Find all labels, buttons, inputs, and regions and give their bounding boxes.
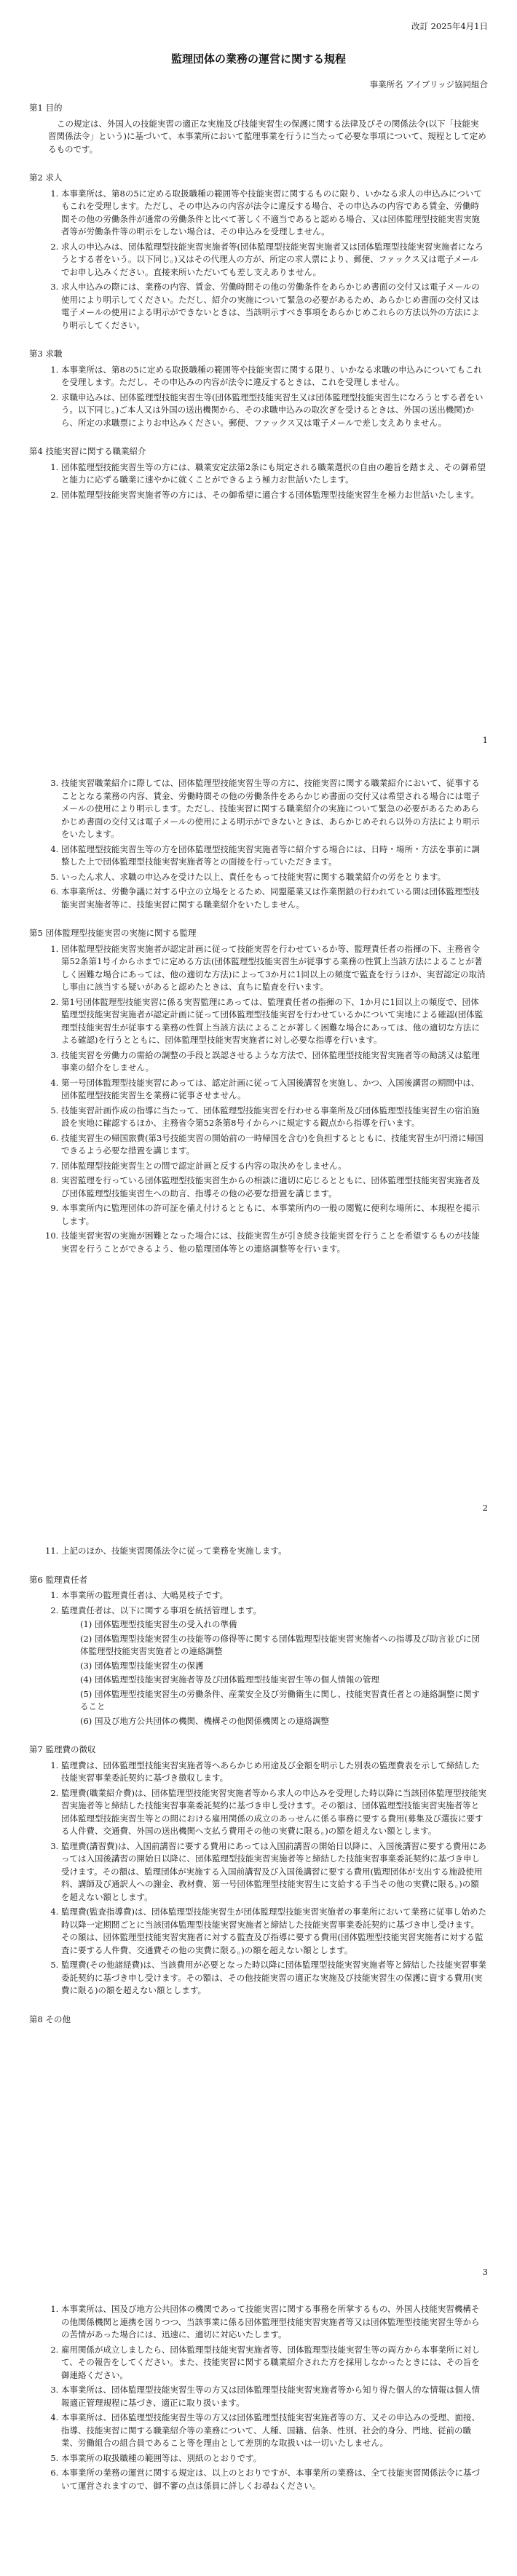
section-3-list — [29, 364, 486, 430]
page-number: 1 — [482, 735, 488, 745]
section-2-heading: 第2 求人 — [29, 172, 63, 183]
section-4-item: 2. 団体監理型技能実習実施者等の方には、その御希望に適合する団体監理型技能実習生を極力お世話いたします。 — [61, 489, 486, 502]
section-6-subitem: (4) 団体監理型技能実習実施者等及び団体監理型技能実習生等の個人情報の管理 — [80, 1674, 379, 1685]
section-4-item: 3. 技能実習職業紹介に際しては、団体監理型技能実習生等の方に、技能実習に関する職業紹介において、従事することとなる業務の内容、賃金、労働時間その他の労働条件をあらかじめ書面の交付又は希望される場合には電子メールの使用により明示します。ただし、技能実習に関する職業紹介の実施について緊急の必要があるためあらかじめ書面の交付又は電子メールの使用による明示ができないときは、あらかじめそれら以外の方法により明示をいたします。 — [61, 777, 486, 841]
document-title: 監理団体の業務の運営に関する規程 — [170, 52, 346, 65]
section-4-list-continued — [29, 777, 486, 911]
section-3-item: 1. 本事業所は、第8の5に定める取扱職種の範囲等や技能実習に関する限り、いかなる求職の申込みについてもこれを受理します。ただし、その申込みの内容が法令に違反するときは、これを受理しません。 — [61, 364, 486, 389]
section-5-list — [29, 943, 486, 1256]
section-4-heading: 第4 技能実習に関する職業紹介 — [29, 446, 146, 456]
section-4-list — [29, 461, 486, 502]
office-name: 事業所名 アイブリッジ協同組合 — [369, 79, 488, 90]
section-4-item: 1. 団体監理型技能実習生等の方には、職業安定法第2条にも規定される職業選択の自由の趣旨を踏まえ、その御希望と能力に応ずる職業に速やかに就くことができるよう極力お世話いたします。 — [61, 461, 486, 487]
section-5-heading: 第5 団体監理型技能実習の実施に関する監理 — [29, 928, 197, 938]
page-3-body — [29, 1545, 486, 2029]
revision-date: 改訂 2025年4月1日 — [411, 21, 488, 31]
section-4-item: 4. 団体監理型技能実習生等の方を団体監理型技能実習実施者等に紹介する場合には、日時・場所・方法を事前に調整した上で団体監理型技能実習実施者等との面接を行っていただきます。 — [61, 843, 486, 869]
page-1-body — [29, 102, 486, 504]
section-5-item: 4. 第一号団体監理型技能実習にあっては、認定計画に従って入国後講習を実施し、かつ、入国後講習の期間中は、団体監理型技能実習生を業務に従事させません。 — [61, 1077, 486, 1102]
section-6-subitem: (6) 国及び地方公共団体の機関、機構その他関係機関との連絡調整 — [80, 1715, 329, 1726]
section-6-item: 1. 本事業所の監理責任者は、大嶋晃枝子です。 — [61, 1589, 486, 1602]
section-4-item: 5. いったん求人、求職の申込みを受けた以上、責任をもって技能実習に関する職業紹介の労をとります。 — [61, 871, 486, 884]
section-2-item: 2. 求人の申込みは、団体監理型技能実習実施者等(団体監理型技能実習実施者又は団体監理型技能実習実施者になろうとする者をいう。以下同じ。)又はその代理人の方が、所定の求人票により、郵便、ファックス又は電子メールでお申し込みください。直接来所いただいても差し支えありません。 — [61, 241, 486, 279]
page-number: 3 — [482, 2267, 488, 2277]
section-5-item: 3. 技能実習を労働力の需給の調整の手段と誤認させるような方法で、団体監理型技能実習実施者等の勧誘又は監理事業の紹介をしません。 — [61, 1049, 486, 1075]
section-5-item: 9. 本事業所内に監理団体の許可証を備え付けるとともに、本事業所内の一般の閲覧に便利な場所に、本規程を掲示します。 — [61, 1202, 486, 1228]
section-6-subitem: (1) 団体監理型技能実習生の受入れの準備 — [80, 1619, 237, 1629]
section-5-item: 2. 第1号団体監理型技能実習に係る実習監理にあっては、監理責任者の指揮の下、1か月に1回以上の頻度で、団体監理型技能実習実施者が認定計画に従って団体監理型技能実習を行わせているかについて実地による確認(団体監理型技能実習生が従事する業務の性質上当該方法によることが著しく困難な場合にあっては、他の適切な方法による確認)を行うとともに、団体監理型技能実習実施者に対し必要な指導を行います。 — [61, 996, 486, 1047]
section-3-item: 2. 求職申込みは、団体監理型技能実習生等(団体監理型技能実習生又は団体監理型技能実習生になろうとする者をいう。以下同じ。)ご本人又は外国の送出機関から、その求職申込みの取次ぎを受けるときは、外国の送出機関)から、所定の求職票によりお申込みください。郵便、ファックス又は電子メールで差し支えありません。 — [61, 391, 486, 430]
section-8-item: 6. 本事業所の業務の運営に関する規定は、以上のとおりですが、本事業所の業務は、全て技能実習関係法令に基づいて運営されますので、御不審の点は係員に詳しくお尋ねください。 — [61, 2467, 486, 2492]
section-7-heading: 第7 監理費の徴収 — [29, 1744, 96, 1754]
section-5-item: 6. 技能実習生の帰国旅費(第3号技能実習の開始前の一時帰国を含む)を負担するとともに、技能実習生が円滑に帰国できるよう必要な措置を講じます。 — [61, 1132, 486, 1158]
section-8-item: 4. 本事業所は、団体監理型技能実習生等の方又は団体監理型技能実習実施者等の方、又その申込みの受理、面接、指導、技能実習に関する職業紹介等の業務について、人種、国籍、信条、性別、社会的身分、門地、従前の職業、労働組合の組合員であること等を理由として差別的な取扱いは一切いたしません。 — [61, 2412, 486, 2450]
page-2-body — [29, 777, 486, 1258]
section-5-item: 8. 実習監理を行っている団体監理型技能実習生からの相談に適切に応じるとともに、団体監理型技能実習実施者及び団体監理型技能実習生への助言、指導その他の必要な措置を講じます。 — [61, 1174, 486, 1200]
section-5-item: 11. 上記のほか、技能実習関係法令に従って業務を実施します。 — [61, 1545, 486, 1558]
section-6-item — [61, 1605, 486, 1728]
section-1-heading: 第1 目的 — [29, 103, 63, 113]
section-6-item-text: 監理責任者は、以下に関する事項を統括管理します。 — [61, 1605, 262, 1615]
section-8-heading: 第8 その他 — [29, 2014, 71, 2024]
page-2 — [0, 757, 517, 1524]
section-6-heading: 第6 監理責任者 — [29, 1574, 87, 1585]
section-7-item: 2. 監理費(職業紹介費)は、団体監理型技能実習実施者等から求人の申込みを受理した時以降に当該団体監理型技能実習実施者等と締結した技能実習事業委託契約に基づき申し受けます。その額は、団体監理型技能実習実施者等と団体監理型技能実習生等との間における雇用関係の成立のあっせんに係る事務に要する費用(募集及び選抜に要する人件費、交通費、外国の送出機関へ支払う費用その他の実費に限る。)の額を超えない額とします。 — [61, 1787, 486, 1838]
section-7-item: 1. 監理費は、団体監理型技能実習実施者等へあらかじめ用途及び金額を明示した別表の監理費表を示して締結した技能実習事業委託契約に基づき徴収します。 — [61, 1760, 486, 1785]
section-2-item: 3. 求人申込みの際には、業務の内容、賃金、労働時間その他の労働条件をあらかじめ書面の交付又は電子メールの使用により明示してください。ただし、紹介の実施について緊急の必要があるため、あらかじめ書面の交付又は電子メールの使用による明示ができないときは、当該明示すべき事項をあらかじめこれらの方法以外の方法により明示してください。 — [61, 281, 486, 332]
page-3 — [0, 1524, 517, 2289]
section-6-subitem: (5) 団体監理型技能実習生の労働条件、産業安全及び労働衛生に関し、技能実習責任者との連絡調整に関すること — [80, 1688, 480, 1712]
section-8-item: 2. 雇用関係が成立しましたら、団体監理型技能実習実施者等、団体監理型技能実習生等の両方から本事業所に対して、その報告をしてください。また、技能実習に関する職業紹介された方を採用しなかったときには、その旨を御連絡ください。 — [61, 2344, 486, 2382]
section-4-item: 6. 本事業所は、労働争議に対する中立の立場をとるため、同盟罷業又は作業閉鎖の行われている間は団体監理型技能実習実施者等に、技能実習に関する職業紹介をいたしません。 — [61, 886, 486, 911]
section-2-item: 1. 本事業所は、第8の5に定める取扱職種の範囲等や技能実習に関するものに限り、いかなる求人の申込みについてもこれを受理します。ただし、その申込みの内容が法令に違反する場合、その申込みの内容である賃金、労働時間その他の労働条件が通常の労働条件と比べて著しく不適当であると認める場合、又は団体監理型技能実習実施者等が労働条件等の明示をしない場合は、その申込みを受理しません。 — [61, 188, 486, 239]
section-7-item: 5. 監理費(その他諸経費)は、当該費用が必要となった時以降に団体監理型技能実習実施者等と締結した技能実習事業委託契約に基づき申し受けます。その額は、その他技能実習の適正な実施及び技能実習生の保護に資する費用(実費に限る)の額を超えない額とします。 — [61, 1959, 486, 1997]
section-2-list — [29, 188, 486, 333]
section-6-subitem: (3) 団体監理型技能実習生の保護 — [80, 1660, 204, 1671]
section-1-text: この規定は、外国人の技能実習の適正な実施及び技能実習生の保護に関する法律及びその関係法令(以下「技能実習関係法令」という)に基づいて、本事業所において監理事業を行うに当たって必要な事項について、規程として定めるものです。 — [48, 118, 486, 154]
section-6-subitem: (2) 団体監理型技能実習生の技能等の修得等に関する団体監理型技能実習実施者への指導及び助言並びに団体監理型技能実習実施者との連絡調整 — [80, 1633, 480, 1656]
section-8-list — [29, 2303, 486, 2492]
section-8-item: 1. 本事業所は、国及び地方公共団体の機関であって技能実習に関する事務を所掌するもの、外国人技能実習機構その他関係機関と連携を図りつつ、当該事業に係る団体監理型技能実習実施者等又は団体監理型技能実習生等からの苦情があった場合には、迅速に、適切に対応いたします。 — [61, 2303, 486, 2342]
section-3-heading: 第3 求職 — [29, 349, 63, 359]
section-7-item: 4. 監理費(監査指導費)は、団体監理型技能実習生が団体監理型技能実習実施者の事業所において業務に従事し始めた時以降一定期間ごとに当該団体監理型技能実習実施者と締結した技能実習事業委託契約に基づき申し受けます。その額は、団体監理型技能実習実施者に対する監査及び指導に要する費用(団体監理型技能実習実施者に対する監査に要する人件費、交通費その他の実費に限る。)の額を超えない額とします。 — [61, 1906, 486, 1957]
section-5-item: 5. 技能実習計画作成の指導に当たって、団体監理型技能実習を行わせる事業所及び団体監理型技能実習生の宿泊施設を実地に確認するほか、主務省令第52条第8号イからハに規定する観点から指導を行います。 — [61, 1105, 486, 1130]
section-7-item: 3. 監理費(講習費)は、入国前講習に要する費用にあっては入国前講習の開始日以降に、入国後講習に要する費用にあっては入国後講習の開始日以降に、団体監理型技能実習実施者等と締結した技能実習事業委託契約に基づき申し受けます。その額は、監理団体が実施する入国前講習及び入国後講習に要する費用(監理団体が支出する施設使用料、講師及び通訳人への謝金、教材費、第一号団体監理型技能実習生に支給する手当その他の実費に限る。)の額を超えない額とします。 — [61, 1840, 486, 1904]
section-8-item: 5. 本事業所の取扱職種の範囲等は、別紙のとおりです。 — [61, 2452, 486, 2465]
section-5-item: 10. 技能実習実習の実施が困難となった場合には、技能実習生が引き続き技能実習を行うことを希望するものが技能実習を行うことができるよう、他の監理団体等との連絡調整等を行います。 — [61, 1230, 486, 1255]
section-6-sublist — [61, 1618, 486, 1728]
section-5-item: 7. 団体監理型技能実習生との間で認定計画と反する内容の取決めをしません。 — [61, 1160, 486, 1173]
section-5-list-continued — [29, 1545, 486, 1558]
page-number: 2 — [482, 1503, 488, 1513]
page-4 — [0, 2289, 517, 2576]
page-4-body — [29, 2303, 486, 2495]
section-8-item: 3. 本事業所は、団体監理型技能実習生等の方又は団体監理型技能実習実施者等から知り得た個人的な情報は個人情報適正管理規程に基づき、適正に取り扱います。 — [61, 2384, 486, 2409]
section-5-item: 1. 団体監理型技能実習実施者が認定計画に従って技能実習を行わせているか等、監理責任者の指揮の下、主務省令第52条第1号イからホまでに定める方法(団体監理型技能実習生が従事する業務の性質上当該方法によることが著しく困難な場合にあっては、他の適切な方法)によって3か月に1回以上の頻度で監査を行うほか、実習認定の取消し事由に該当する疑いがあると認めたときは、直ちに監査を行います。 — [61, 943, 486, 994]
page-1 — [0, 0, 517, 757]
section-6-list — [29, 1589, 486, 1728]
section-7-list — [29, 1760, 486, 1997]
